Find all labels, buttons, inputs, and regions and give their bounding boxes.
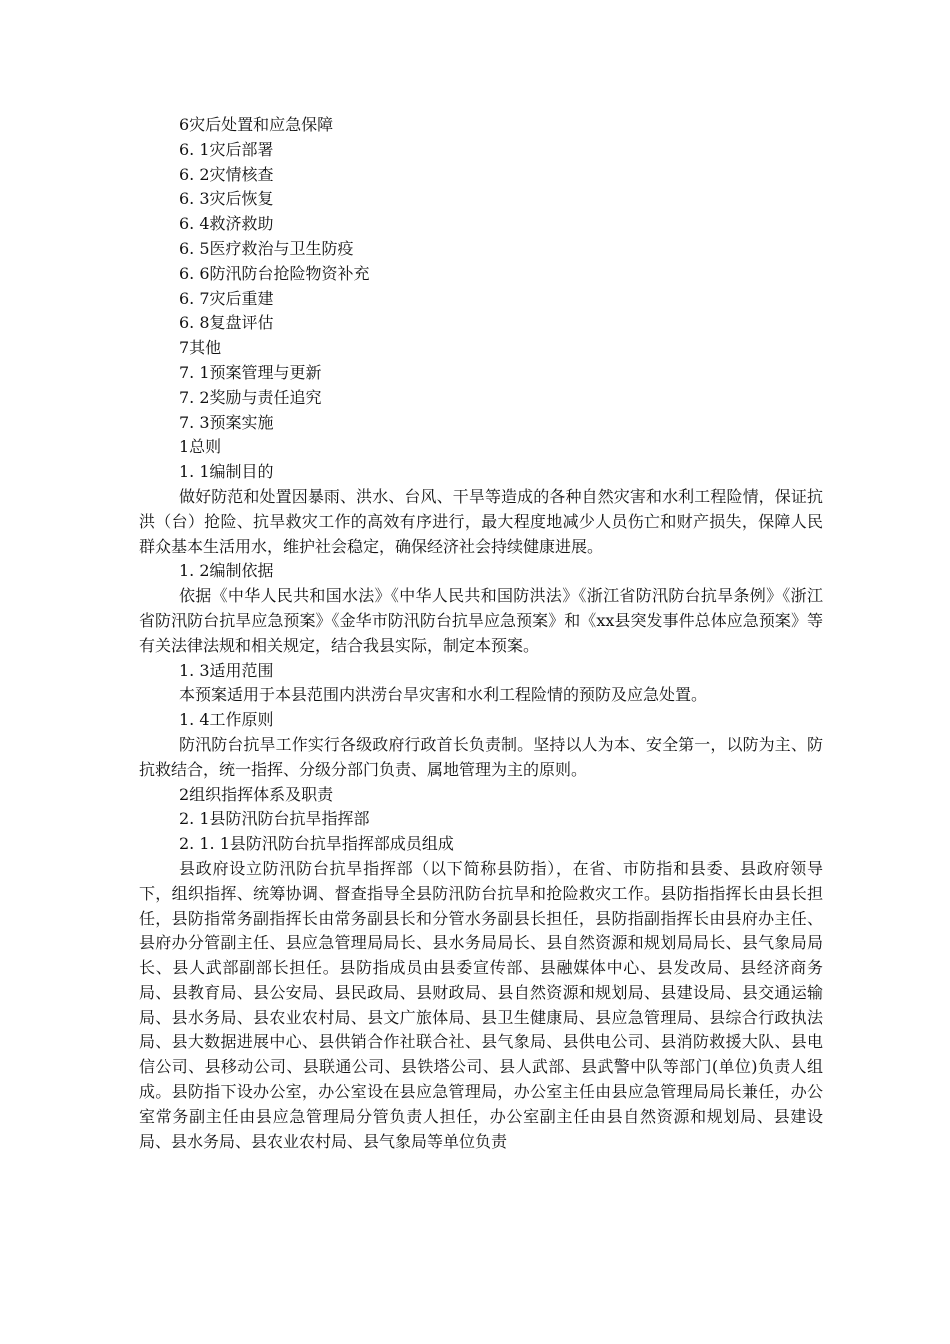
toc-item: 7. 1预案管理与更新	[179, 362, 322, 382]
document-page	[139, 113, 823, 1154]
toc-item: 6. 4救济救助	[179, 214, 274, 234]
paragraph: 依据《中华人民共和国水法》《中华人民共和国防洪法》《浙江省防汛防台抗旱条例》《浙江省防汛防台抗旱应急预案》《金华市防汛防台抗旱应急预案》和《xx县突发事件总体应急预案》等有关法律法规和相关规定，结合我县实际，制定本预案。	[139, 586, 823, 655]
subsection-heading: 1. 2编制依据	[179, 561, 274, 581]
toc-item: 6灾后处置和应急保障	[179, 115, 334, 134]
table-of-contents	[139, 113, 823, 435]
paragraph: 县政府设立防汛防台抗旱指挥部（以下简称县防指），在省、市防指和县委、县政府领导下，组织指挥、统筹协调、督查指导全县防汛防台抗旱和抢险救灾工作。县防指指挥长由县长担任，县防指常务副指挥长由常务副县长和分管水务副县长担任，县防指副指挥长由县府办主任、县府办分管副主任、县应急管理局局长、县水务局局长、县自然资源和规划局局长、县气象局局长、县人武部副部长担任。县防指成员由县委宣传部、县融媒体中心、县发改局、县经济商务局、县教育局、县公安局、县民政局、县财政局、县自然资源和规划局、县建设局、县交通运输局、县水务局、县农业农村局、县文广旅体局、县卫生健康局、县应急管理局、县综合行政执法局、县大数据进展中心、县供销合作社联合社、县气象局、县供电公司、县消防救援大队、县电信公司、县移动公司、县联通公司、县铁塔公司、县人武部、县武警中队等部门(单位)负责人组成。县防指下设办公室，办公室设在县应急管理局，办公室主任由县应急管理局局长兼任，办公室常务副主任由县应急管理局分管负责人担任，办公室副主任由县自然资源和规划局、县建设局、县水务局、县农业农村局、县气象局等单位负责	[139, 858, 823, 1151]
document-body	[139, 435, 823, 1154]
subsection-heading: 1. 4工作原则	[179, 710, 274, 730]
section-heading: 2组织指挥体系及职责	[179, 784, 334, 804]
toc-item: 7. 3预案实施	[179, 412, 274, 432]
subsection-heading: 2. 1. 1县防汛防台抗旱指挥部成员组成	[179, 834, 454, 854]
toc-item: 7其他	[179, 338, 222, 358]
paragraph: 防汛防台抗旱工作实行各级政府行政首长负责制。坚持以人为本、安全第一，以防为主、防抗救结合，统一指挥、分级分部门负责、属地管理为主的原则。	[139, 734, 823, 779]
toc-item: 6. 7灾后重建	[179, 288, 274, 308]
subsection-heading: 1. 1编制目的	[179, 462, 274, 482]
toc-item: 6. 8复盘评估	[179, 313, 274, 333]
subsection-heading: 1. 3适用范围	[179, 660, 274, 680]
toc-item: 6. 6防汛防台抢险物资补充	[179, 263, 370, 283]
toc-item: 6. 3灾后恢复	[179, 189, 274, 209]
section-heading: 1总则	[179, 437, 222, 457]
paragraph: 本预案适用于本县范围内洪涝台旱灾害和水利工程险情的预防及应急处置。	[179, 685, 708, 705]
paragraph: 做好防范和处置因暴雨、洪水、台风、干旱等造成的各种自然灾害和水利工程险情，保证抗洪（台）抢险、抗旱救灾工作的高效有序进行，最大程度地减少人员伤亡和财产损失，保障人民群众基本生活用水，维护社会稳定，确保经济社会持续健康进展。	[139, 486, 823, 556]
subsection-heading: 2. 1县防汛防台抗旱指挥部	[179, 809, 370, 829]
toc-item: 6. 1灾后部署	[179, 139, 274, 159]
toc-item: 7. 2奖励与责任追究	[179, 387, 322, 407]
toc-item: 6. 2灾情核查	[179, 164, 274, 184]
toc-item: 6. 5医疗救治与卫生防疫	[179, 238, 354, 258]
